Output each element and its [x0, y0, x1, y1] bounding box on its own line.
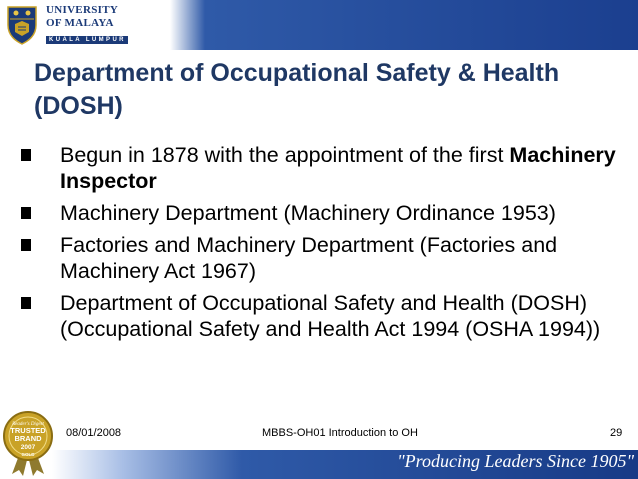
bullet-text: Begun in 1878 with the appointment of the first: [60, 143, 510, 167]
svg-text:BRAND: BRAND: [14, 434, 42, 443]
bullet-item: [20, 142, 620, 194]
university-logo: [6, 4, 156, 46]
university-tagline: "Producing Leaders Since 1905": [397, 451, 634, 471]
bullet-text: Machinery Department (Machinery Ordinance 1953): [60, 201, 556, 225]
svg-text:Reader's Digest: Reader's Digest: [12, 422, 44, 427]
bullet-item: [20, 290, 620, 342]
trusted-brand-seal-icon: [2, 410, 54, 476]
logo-kuala-lumpur-text: KUALA LUMPUR: [46, 36, 128, 44]
university-crest-icon: [6, 5, 38, 45]
logo-university-text: UNIVERSITY: [46, 4, 119, 16]
square-bullet-icon: [21, 297, 31, 309]
square-bullet-icon: [21, 239, 31, 251]
bullet-bold-text: Machinery Inspector: [60, 143, 616, 193]
svg-text:GOLD: GOLD: [21, 452, 35, 457]
square-bullet-icon: [21, 207, 31, 219]
bullet-list: [20, 142, 620, 348]
footer-course-title: MBBS-OH01 Introduction to OH: [262, 427, 418, 439]
bullet-item: [20, 232, 620, 284]
square-bullet-icon: [21, 149, 31, 161]
bullet-text: Department of Occupational Safety and Health (DOSH) (Occupational Safety and Health Act 1994 (OSHA 1994)): [60, 291, 601, 341]
bullet-item: [20, 200, 620, 226]
slide-title: Department of Occupational Safety & Health (DOSH): [34, 59, 560, 120]
footer-date: 08/01/2008: [66, 427, 122, 439]
svg-text:TRUSTED: TRUSTED: [10, 426, 46, 435]
svg-text:2007: 2007: [20, 444, 36, 451]
logo-of-malaya-text: OF MALAYA: [46, 17, 114, 29]
slide-number: 29: [610, 427, 623, 439]
bullet-text: Factories and Machinery Department (Factories and Machinery Act 1967): [60, 233, 558, 283]
